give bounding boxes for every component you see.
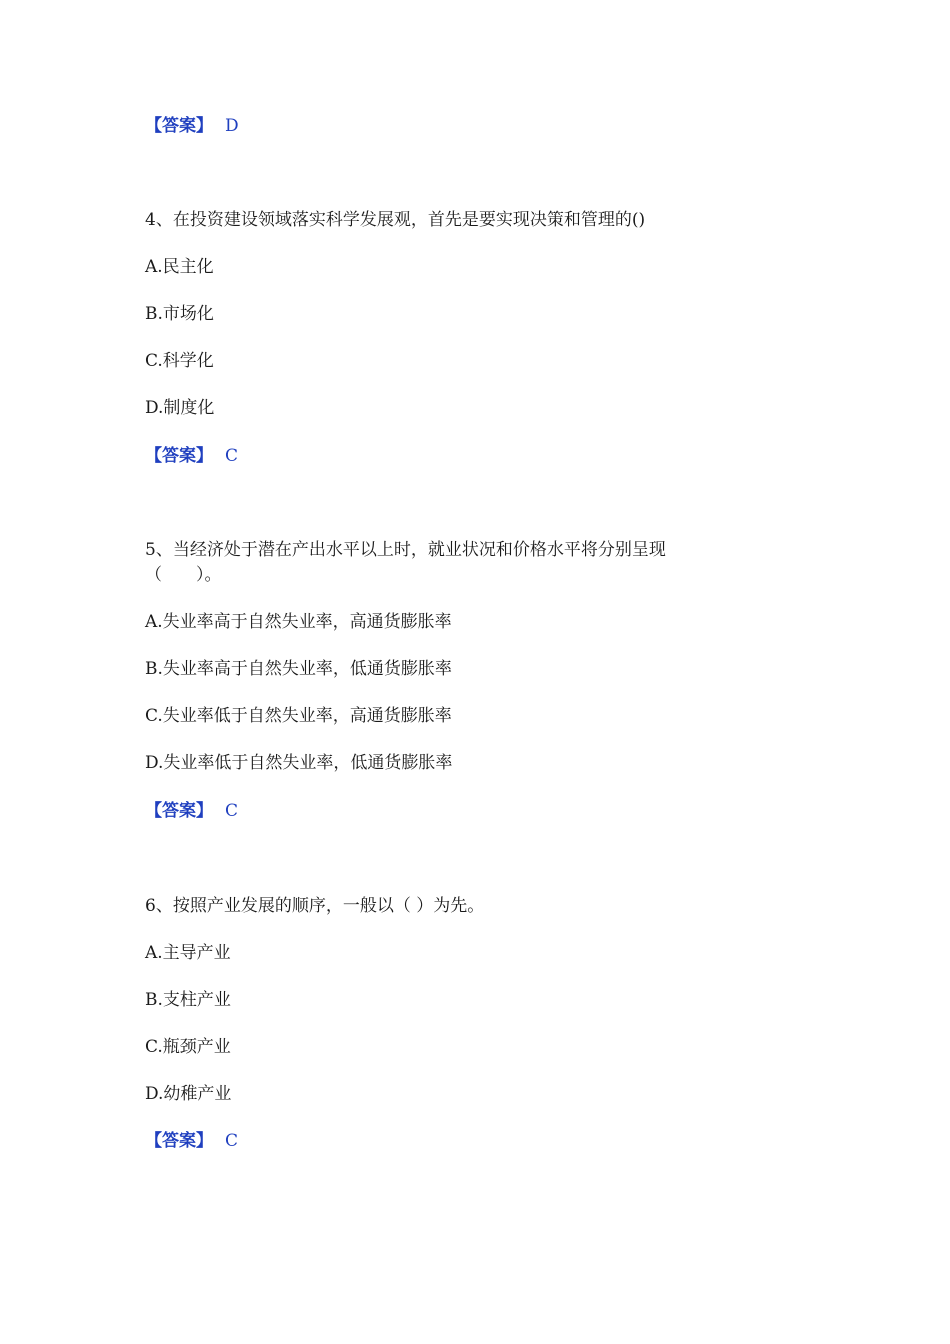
question-stem: 6、按照产业发展的顺序，一般以（ ）为先。 — [145, 896, 485, 916]
answer-label: 【答案】 — [145, 1131, 213, 1151]
question-stem-continued: （ ）。 — [145, 565, 222, 585]
answer-label: 【答案】 — [145, 801, 213, 821]
option-b: B.市场化 — [145, 304, 214, 324]
answer-row — [145, 800, 238, 822]
answer-label: 【答案】 — [145, 116, 213, 136]
option-d: D.幼稚产业 — [145, 1084, 232, 1104]
answer-value: C — [225, 1131, 239, 1151]
option-d: D.制度化 — [145, 398, 215, 418]
answer-label: 【答案】 — [145, 446, 213, 466]
option-a: A.主导产业 — [145, 943, 231, 963]
answer-value: C — [225, 801, 239, 821]
option-a: A.失业率高于自然失业率，高通货膨胀率 — [145, 612, 452, 632]
answer-value: D — [225, 116, 239, 136]
option-b: B.支柱产业 — [145, 990, 231, 1010]
question-stem: 4、在投资建设领域落实科学发展观，首先是要实现决策和管理的() — [145, 210, 646, 230]
option-c: C.失业率低于自然失业率，高通货膨胀率 — [145, 706, 452, 726]
option-a: A.民主化 — [145, 257, 214, 277]
option-c: C.科学化 — [145, 351, 214, 371]
answer-row — [145, 1130, 238, 1152]
option-b: B.失业率高于自然失业率，低通货膨胀率 — [145, 659, 452, 679]
question-stem: 5、当经济处于潜在产出水平以上时，就业状况和价格水平将分别呈现 — [145, 540, 666, 560]
answer-value: C — [225, 446, 239, 466]
answer-row — [145, 115, 239, 137]
option-d: D.失业率低于自然失业率，低通货膨胀率 — [145, 753, 453, 773]
option-c: C.瓶颈产业 — [145, 1037, 231, 1057]
answer-row — [145, 445, 238, 467]
